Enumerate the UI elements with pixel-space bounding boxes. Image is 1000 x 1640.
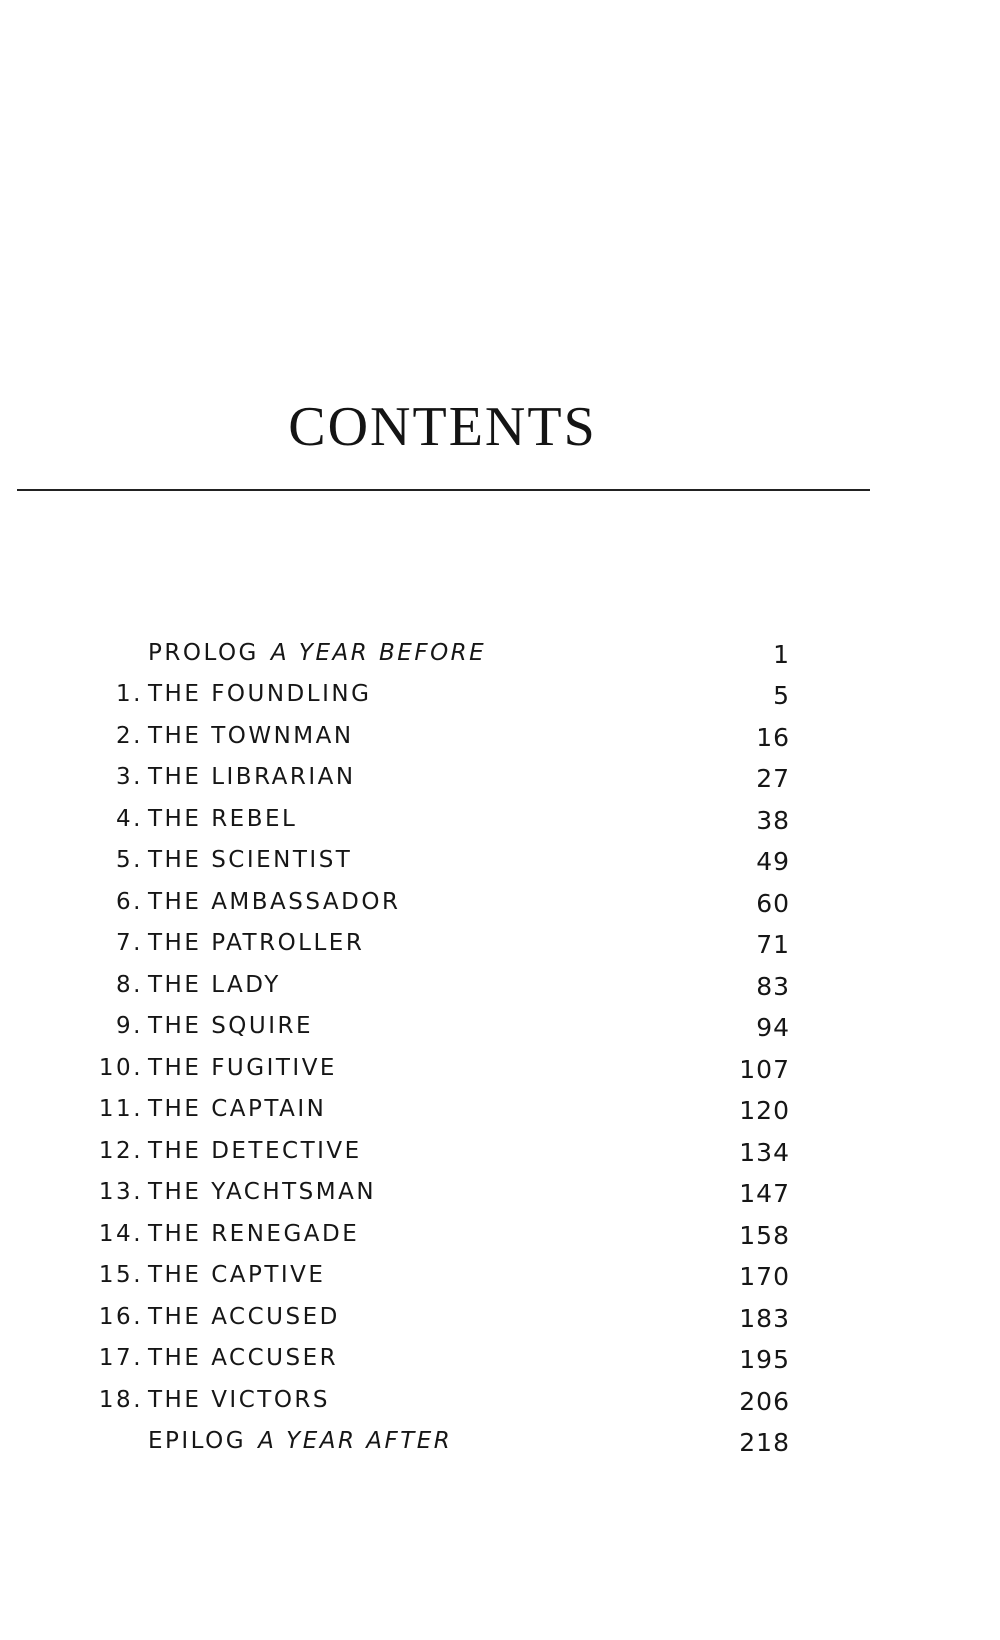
- toc-entry[interactable]: [0, 1055, 1000, 1091]
- toc-entry-label: THE ACCUSER: [148, 1345, 339, 1371]
- toc-entry-title: [148, 972, 281, 998]
- toc-entry-title: [148, 1138, 362, 1164]
- toc-entry-page: 71: [756, 930, 790, 959]
- toc-entry-label: THE RENEGADE: [148, 1221, 360, 1247]
- toc-entry-number: 11.: [98, 1096, 143, 1122]
- toc-entry-number: 1.: [116, 681, 143, 707]
- toc-entry-page: 120: [739, 1096, 790, 1125]
- toc-entry-label: THE CAPTAIN: [148, 1096, 327, 1122]
- toc-entry-number: 16.: [98, 1304, 143, 1330]
- toc-entry-subtitle: A YEAR BEFORE: [270, 640, 487, 666]
- toc-entry[interactable]: [0, 1013, 1000, 1049]
- toc-entry-label: THE SQUIRE: [148, 1013, 314, 1039]
- page-title: CONTENTS: [288, 396, 597, 458]
- toc-entry-label: EPILOG: [148, 1428, 247, 1454]
- toc-entry-page: 206: [739, 1387, 790, 1416]
- toc-entry-title: [148, 1387, 330, 1413]
- toc-entry-number: 6.: [116, 889, 143, 915]
- toc-entry-title: [148, 1221, 359, 1247]
- toc-entry-label: THE LIBRARIAN: [148, 764, 356, 790]
- toc-entry-label: THE FUGITIVE: [148, 1055, 337, 1081]
- toc-entry-title: [148, 1262, 325, 1288]
- toc-entry-label: THE CAPTIVE: [148, 1262, 326, 1288]
- toc-entry[interactable]: [0, 1304, 1000, 1340]
- toc-entry-number: 8.: [116, 972, 143, 998]
- toc-entry-title: [148, 1013, 313, 1039]
- toc-entry-label: THE AMBASSADOR: [148, 889, 401, 915]
- toc-entry[interactable]: [0, 1262, 1000, 1298]
- toc-entry[interactable]: [0, 1138, 1000, 1174]
- toc-entry-number: 15.: [98, 1262, 143, 1288]
- toc-entry-title: [148, 847, 352, 873]
- toc-entry-number: 4.: [116, 806, 143, 832]
- toc-entry[interactable]: [0, 723, 1000, 759]
- toc-entry-page: 5: [773, 681, 790, 710]
- toc-entry-number: 5.: [116, 847, 143, 873]
- toc-entry[interactable]: [0, 806, 1000, 842]
- toc-entry-title: [148, 764, 356, 790]
- toc-entry-subtitle: A YEAR AFTER: [258, 1428, 453, 1454]
- toc-entry-label: THE TOWNMAN: [148, 723, 354, 749]
- toc-entry-title: [148, 1428, 452, 1454]
- toc-entry-page: 183: [739, 1304, 790, 1333]
- toc-entry[interactable]: [0, 1428, 1000, 1464]
- toc-entry[interactable]: [0, 764, 1000, 800]
- toc-entry[interactable]: [0, 847, 1000, 883]
- toc-entry-label: THE LADY: [148, 972, 281, 998]
- toc-entry[interactable]: [0, 1221, 1000, 1257]
- toc-entry-number: 13.: [98, 1179, 143, 1205]
- toc-entry-number: 17.: [98, 1345, 143, 1371]
- toc-entry-page: 134: [739, 1138, 790, 1167]
- toc-entry-title: [148, 1096, 326, 1122]
- toc-entry-label: THE DETECTIVE: [148, 1138, 362, 1164]
- toc-entry-page: 94: [756, 1013, 790, 1042]
- toc-entry-page: 16: [756, 723, 790, 752]
- toc-entry-page: 60: [756, 889, 790, 918]
- toc-entry-label: THE PATROLLER: [148, 930, 365, 956]
- toc-entry-number: 14.: [98, 1221, 143, 1247]
- toc-entry-label: PROLOG: [148, 640, 259, 666]
- toc-entry-page: 218: [739, 1428, 790, 1457]
- toc-entry[interactable]: [0, 681, 1000, 717]
- toc-entry-number: 9.: [116, 1013, 143, 1039]
- toc-entry[interactable]: [0, 1179, 1000, 1215]
- toc-entry[interactable]: [0, 1345, 1000, 1381]
- toc-entry-number: 18.: [98, 1387, 143, 1413]
- toc-entry-title: [148, 806, 297, 832]
- toc-entry-page: 1: [773, 640, 790, 669]
- toc-entry-title: [148, 640, 486, 666]
- toc-entry-label: THE YACHTSMAN: [148, 1179, 377, 1205]
- toc-entry-label: THE VICTORS: [148, 1387, 330, 1413]
- toc-entry[interactable]: [0, 972, 1000, 1008]
- toc-entry-number: 7.: [116, 930, 143, 956]
- toc-entry-page: 27: [756, 764, 790, 793]
- toc-entry-page: 107: [739, 1055, 790, 1084]
- toc-entry-page: 170: [739, 1262, 790, 1291]
- title-divider: [17, 489, 870, 491]
- toc-entry-label: THE ACCUSED: [148, 1304, 340, 1330]
- toc-entry-title: [148, 889, 400, 915]
- toc-entry-title: [148, 930, 364, 956]
- toc-entry-title: [148, 681, 371, 707]
- toc-entry-title: [148, 1304, 340, 1330]
- toc-entry-title: [148, 723, 354, 749]
- toc-entry-page: 147: [739, 1179, 790, 1208]
- toc-entry-number: 3.: [116, 764, 143, 790]
- toc-entry[interactable]: [0, 930, 1000, 966]
- toc-entry-number: 12.: [98, 1138, 143, 1164]
- toc-entry-number: 2.: [116, 723, 143, 749]
- toc-entry-label: THE REBEL: [148, 806, 298, 832]
- toc-entry-page: 195: [739, 1345, 790, 1374]
- toc-entry-title: [148, 1345, 338, 1371]
- toc-entry[interactable]: [0, 889, 1000, 925]
- toc-entry-number: 10.: [98, 1055, 143, 1081]
- toc-entry-page: 158: [739, 1221, 790, 1250]
- toc-entry-label: THE FOUNDLING: [148, 681, 372, 707]
- toc-entry-page: 83: [756, 972, 790, 1001]
- toc-entry[interactable]: [0, 640, 1000, 676]
- toc-entry[interactable]: [0, 1096, 1000, 1132]
- toc-entry-title: [148, 1179, 376, 1205]
- toc-entry-page: 49: [756, 847, 790, 876]
- toc-entry[interactable]: [0, 1387, 1000, 1423]
- toc-entry-title: [148, 1055, 337, 1081]
- toc-entry-label: THE SCIENTIST: [148, 847, 353, 873]
- toc-entry-page: 38: [756, 806, 790, 835]
